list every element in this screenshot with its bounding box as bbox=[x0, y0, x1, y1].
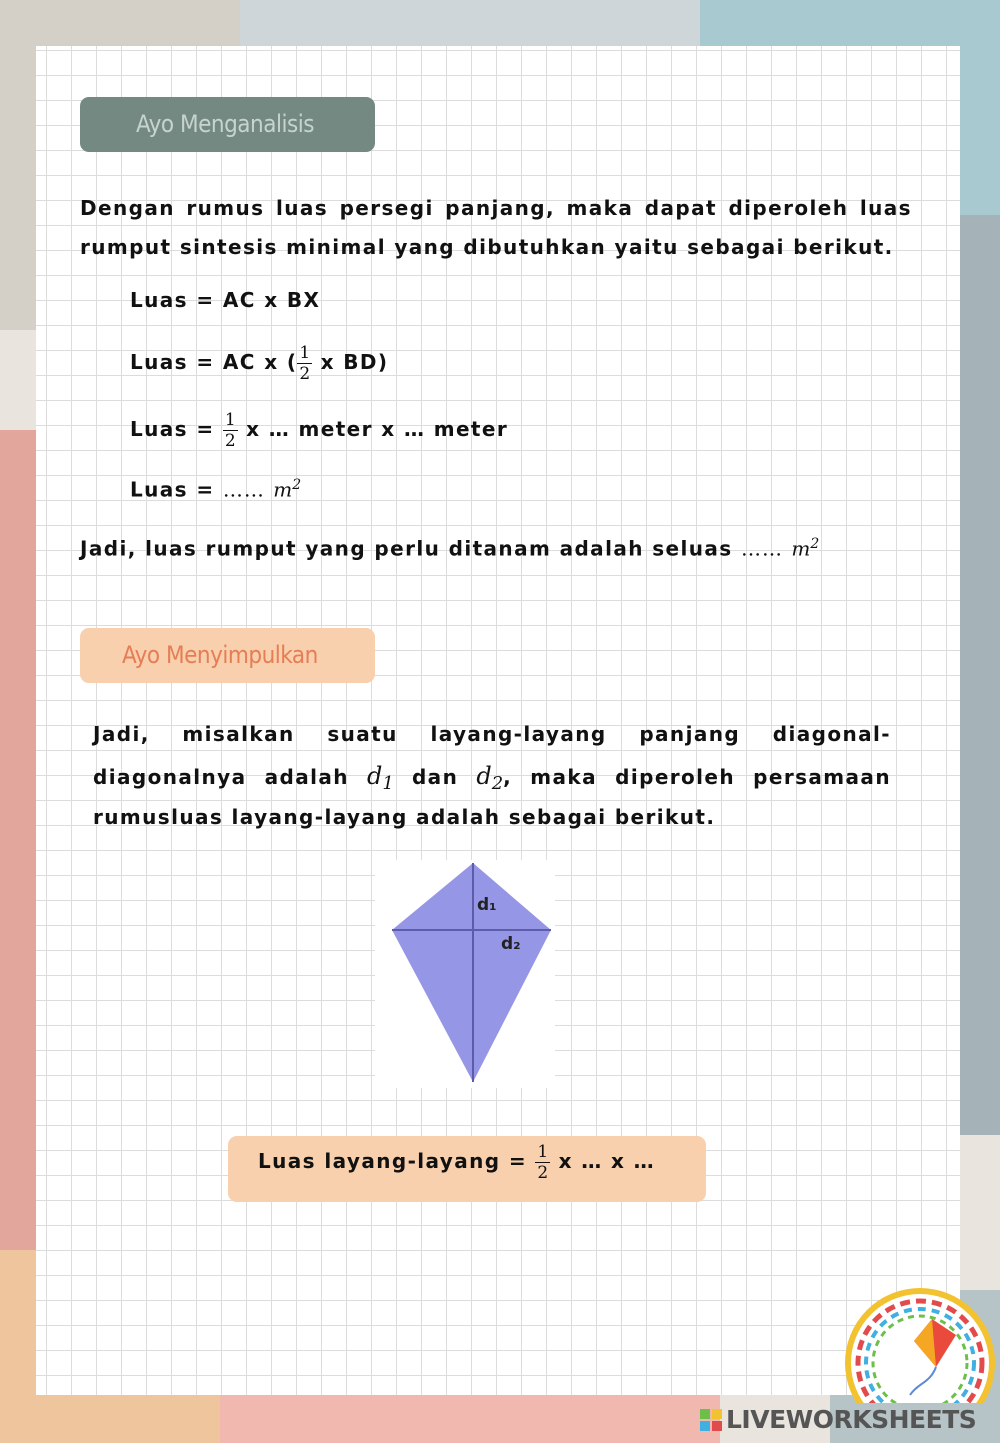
kite-label-d2: d₂ bbox=[501, 934, 521, 954]
unit-base: m bbox=[273, 477, 293, 502]
fraction-denominator: 2 bbox=[299, 364, 311, 384]
word: Dengan bbox=[80, 196, 175, 220]
kite-shape bbox=[392, 863, 551, 1082]
formula-area-2 bbox=[130, 343, 388, 384]
formula-label: Luas = bbox=[130, 477, 215, 502]
formula-label: Luas = bbox=[130, 350, 215, 374]
formula-suffix: x BD) bbox=[320, 350, 389, 374]
final-formula-blanks: x … x … bbox=[558, 1149, 656, 1173]
section-header-analisis: Ayo Menganalisis bbox=[80, 97, 375, 152]
simpulkan-paragraph-line3: rumusluas layang-layang adalah sebagai berikut. bbox=[93, 805, 716, 829]
kite-diagram bbox=[375, 860, 555, 1088]
unit-exponent: 2 bbox=[810, 536, 820, 552]
answer-blank: …… bbox=[740, 536, 783, 561]
simpulkan-paragraph-line2 bbox=[93, 762, 891, 794]
liveworksheets-icon bbox=[700, 1409, 722, 1431]
formula-expression: AC x BX bbox=[222, 288, 321, 312]
word: panjang bbox=[639, 722, 741, 746]
symbol-d2 bbox=[476, 762, 512, 794]
decor-right-strip bbox=[960, 215, 1000, 1135]
fraction-numerator: 1 bbox=[537, 1142, 549, 1162]
comma: , bbox=[503, 765, 513, 789]
word: adalah bbox=[264, 765, 349, 789]
word: dapat bbox=[644, 196, 717, 220]
symbol-d1 bbox=[367, 762, 394, 794]
kite-label-d1: d₁ bbox=[477, 895, 497, 915]
kite-logo bbox=[840, 1283, 1000, 1403]
word: suatu bbox=[327, 722, 398, 746]
final-formula bbox=[258, 1142, 655, 1183]
word: persamaan bbox=[753, 765, 891, 789]
d-symbol: d bbox=[367, 762, 383, 790]
unit-exponent: 2 bbox=[292, 477, 302, 493]
word: diperoleh bbox=[615, 765, 736, 789]
fraction-denominator: 2 bbox=[537, 1163, 549, 1183]
conclusion-text: Jadi, luas rumput yang perlu ditanam adalah seluas bbox=[80, 536, 733, 561]
fraction-half bbox=[223, 410, 238, 451]
d-symbol: d bbox=[476, 762, 492, 790]
analisis-conclusion bbox=[80, 536, 819, 561]
answer-blank: …… bbox=[222, 477, 265, 502]
analisis-paragraph-line2: rumput sintesis minimal yang dibutuhkan yaitu sebagai berikut. bbox=[80, 235, 894, 259]
formula-prefix: AC x ( bbox=[222, 350, 298, 374]
section-header-simpulkan: Ayo Menyimpulkan bbox=[80, 628, 375, 683]
final-formula-label: Luas layang-layang = bbox=[258, 1149, 528, 1173]
formula-area-3 bbox=[130, 410, 508, 451]
liveworksheets-watermark bbox=[700, 1405, 976, 1434]
word: rumus bbox=[186, 196, 265, 220]
fraction-half bbox=[535, 1142, 550, 1183]
formula-label: Luas = bbox=[130, 288, 215, 312]
word: persegi bbox=[339, 196, 434, 220]
analisis-paragraph-line1 bbox=[80, 196, 912, 220]
fraction-denominator: 2 bbox=[224, 431, 236, 451]
decor-bottom-strip bbox=[220, 1395, 720, 1443]
word: luas bbox=[859, 196, 912, 220]
fraction-numerator: 1 bbox=[299, 343, 311, 363]
word: panjang, bbox=[445, 196, 556, 220]
d2-subscript: 2 bbox=[491, 773, 504, 794]
formula-blanks: x … meter x … meter bbox=[246, 417, 509, 441]
word: luas bbox=[275, 196, 329, 220]
word: maka bbox=[530, 765, 598, 789]
formula-label: Luas = bbox=[130, 417, 215, 441]
formula-area-4 bbox=[130, 477, 301, 502]
formula-area-1 bbox=[130, 288, 320, 312]
d1-subscript: 1 bbox=[382, 773, 394, 794]
word: diagonalnya bbox=[93, 765, 247, 789]
fraction-numerator: 1 bbox=[224, 410, 236, 430]
word: misalkan bbox=[182, 722, 295, 746]
word: diagonal- bbox=[772, 722, 891, 746]
word: maka bbox=[566, 196, 634, 220]
simpulkan-paragraph-line1 bbox=[93, 722, 891, 746]
word: diperoleh bbox=[728, 196, 849, 220]
fraction-half bbox=[297, 343, 312, 384]
word: layang-layang bbox=[430, 722, 607, 746]
watermark-text: LIVEWORKSHEETS bbox=[726, 1405, 977, 1434]
word: Jadi, bbox=[93, 722, 150, 746]
word: dan bbox=[411, 765, 459, 789]
unit-base: m bbox=[791, 536, 811, 561]
